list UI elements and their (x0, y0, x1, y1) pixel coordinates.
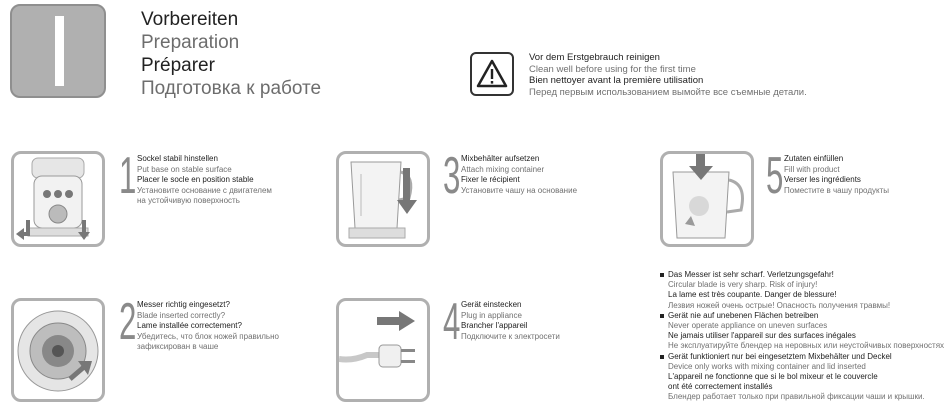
step-1-number: 1 (119, 147, 137, 205)
step-3-fr: Fixer le récipient (461, 175, 520, 184)
step-5-number: 5 (766, 147, 784, 205)
step-1-en: Put base on stable surface (137, 164, 232, 174)
step-1-ru-1: Установите основание с двигателем (137, 185, 272, 195)
note-3-de: Gerät funktioniert nur bei eingesetztem Mixbehälter und Deckel (668, 351, 892, 361)
note-2-fr: Ne jamais utiliser l'appareil sur des surfaces inégales (668, 331, 856, 341)
step-1-text (137, 154, 272, 207)
note-1-en: Circular blade is very sharp. Risk of injury! (668, 280, 818, 290)
step-2-text (137, 300, 279, 353)
step-2-ru-1: Убедитесь, что блок ножей правильно (137, 331, 279, 341)
note-1-de: Das Messer ist sehr scharf. Verletzungsgefahr! (668, 270, 834, 279)
step-3-text (461, 154, 577, 196)
step-3-ru-1: Установите чашу на основание (461, 185, 578, 195)
step-3-illustration (336, 151, 430, 247)
step-4-number: 4 (443, 293, 461, 351)
section-marker-bar (55, 16, 64, 86)
step-1-fr: Placer le socle en position stable (137, 175, 254, 184)
step-3-de: Mixbehälter aufsetzen (461, 154, 540, 163)
step-4-text (461, 300, 560, 342)
note-1-fr: La lame est très coupante. Danger de blessure! (668, 290, 837, 300)
note-3-fr-2: ont été correctement installés (668, 382, 773, 392)
warning-text (529, 52, 807, 98)
safety-notes (660, 270, 944, 403)
step-4-ru-1: Подключите к электросети (461, 331, 560, 341)
title-ru: Подготовка к работе (141, 78, 322, 99)
warning-line-fr: Bien nettoyer avant la première utilisation (529, 75, 704, 86)
step-1-de: Sockel stabil hinstellen (137, 154, 218, 163)
step-4-en: Plug in appliance (461, 310, 522, 320)
step-4-de: Gerät einstecken (461, 300, 522, 309)
note-2-en: Never operate appliance on uneven surfaces (668, 321, 828, 331)
step-5-illustration (660, 151, 754, 247)
note-2-de: Gerät nie auf unebenen Flächen betreiben (668, 310, 819, 320)
warning-line-en: Clean well before using for the first time (529, 63, 696, 75)
step-2-ru-2: зафиксирован в чаше (137, 342, 219, 351)
step-1-ru-2: на устойчивую поверхность (137, 196, 240, 205)
step-1-illustration (11, 151, 105, 247)
note-1-ru: Лезвия ножей очень острые! Опасность получения травмы! (668, 300, 891, 310)
step-2-illustration (11, 298, 105, 402)
warning-triangle-icon (470, 52, 514, 96)
section-titles (141, 8, 321, 100)
note-item (660, 352, 944, 403)
step-3-number: 3 (443, 147, 461, 205)
step-5-text (784, 154, 889, 196)
note-item (660, 270, 944, 311)
bullet-icon (660, 273, 664, 277)
note-2-ru: Не эксплуатируйте блендер на неровных или неустойчивых поверхностях (668, 341, 945, 351)
step-4-illustration (336, 298, 430, 402)
warning-line-ru: Перед первым использованием вымойте все съемные детали. (529, 86, 807, 98)
step-5-fr: Verser les ingrédients (784, 175, 861, 184)
note-item (660, 311, 944, 352)
step-5-de: Zutaten einfüllen (784, 154, 844, 163)
step-2-en: Blade inserted correctly? (137, 310, 226, 320)
title-en: Preparation (141, 32, 240, 53)
step-2-number: 2 (119, 293, 137, 351)
bullet-icon (660, 314, 664, 318)
note-3-fr: L'appareil ne fonctionne que si le bol mixeur et le couvercle (668, 372, 878, 382)
step-5-en: Fill with product (784, 164, 840, 174)
note-3-ru: Блендер работает только при правильной фиксации чаши и крышки. (668, 392, 925, 402)
step-2-de: Messer richtig eingesetzt? (137, 300, 230, 309)
warning-line-de: Vor dem Erstgebrauch reinigen (529, 52, 660, 63)
step-4-fr: Brancher l'appareil (461, 321, 528, 330)
title-fr: Préparer (141, 55, 215, 76)
step-2-fr: Lame installée correctement? (137, 321, 242, 330)
title-de: Vorbereiten (141, 9, 239, 30)
step-3-en: Attach mixing container (461, 164, 545, 174)
bullet-icon (660, 355, 664, 359)
step-5-ru-1: Поместите в чашу продукты (784, 185, 889, 195)
note-3-en: Device only works with mixing container and lid inserted (668, 361, 866, 371)
